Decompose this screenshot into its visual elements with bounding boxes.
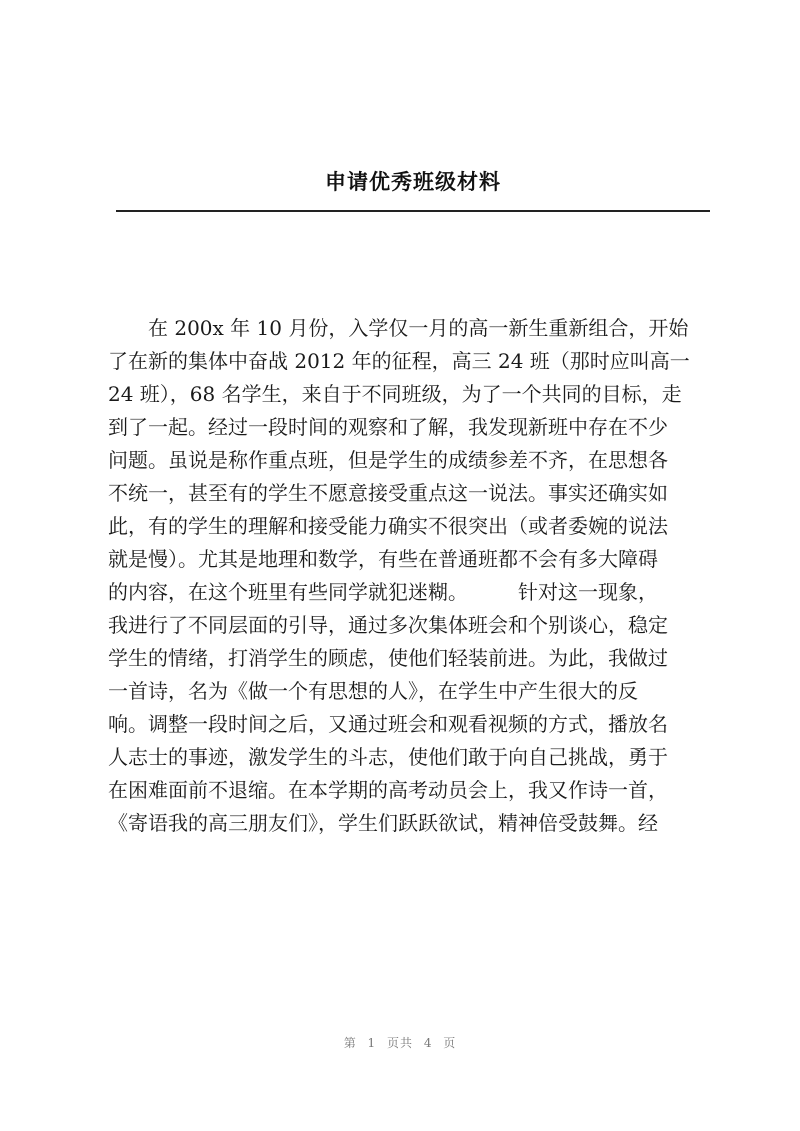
body-line: 24 班），68 名学生，来自于不同班级，为了一个共同的目标，走 [108,382,682,406]
body-line: 人志士的事迹，激发学生的斗志，使他们敢于向自己挑战，勇于 [108,745,668,769]
body-line: 响。调整一段时间之后，又通过班会和观看视频的方式，播放名 [108,712,668,736]
body-line: 的内容，在这个班里有些同学就犯迷糊。 针对这一现象， [108,580,658,604]
body-line: 此，有的学生的理解和接受能力确实不很突出（或者委婉的说法 [108,514,668,538]
body-line: 学生的情绪，打消学生的顾虑，使他们轻装前进。为此，我做过 [108,646,668,670]
body-line: 问题。虽说是称作重点班，但是学生的成绩参差不齐，在思想各 [108,448,668,472]
body-line: 不统一，甚至有的学生不愿意接受重点这一说法。事实还确实如 [108,481,668,505]
body-line: 了在新的集体中奋战 2012 年的征程，高三 24 班（那时应叫高一 [108,349,690,373]
body-line: 就是慢）。尤其是地理和数学，有些在普通班都不会有多大障碍 [108,547,658,571]
body-line: 《寄语我的高三朋友们》，学生们跃跃欲试，精神倍受鼓舞。经 [108,811,658,835]
body-line: 我进行了不同层面的引导，通过多次集体班会和个别谈心，稳定 [108,613,668,637]
page-number-footer: 第 1 页共 4 页 [343,1036,457,1050]
body-line: 在困难面前不退缩。在本学期的高考动员会上，我又作诗一首， [108,778,668,802]
document-body [108,312,718,840]
document-title: 申请优秀班级材料 [325,169,501,194]
body-line: 到了一起。经过一段时间的观察和了解，我发现新班中存在不少 [108,415,668,439]
body-line: 一首诗，名为《做一个有思想的人》，在学生中产生很大的反 [108,679,638,703]
title-underline-rule [116,210,710,212]
body-line: 在 200x 年 10 月份，入学仅一月的高一新生重新组合，开始 [148,316,689,340]
